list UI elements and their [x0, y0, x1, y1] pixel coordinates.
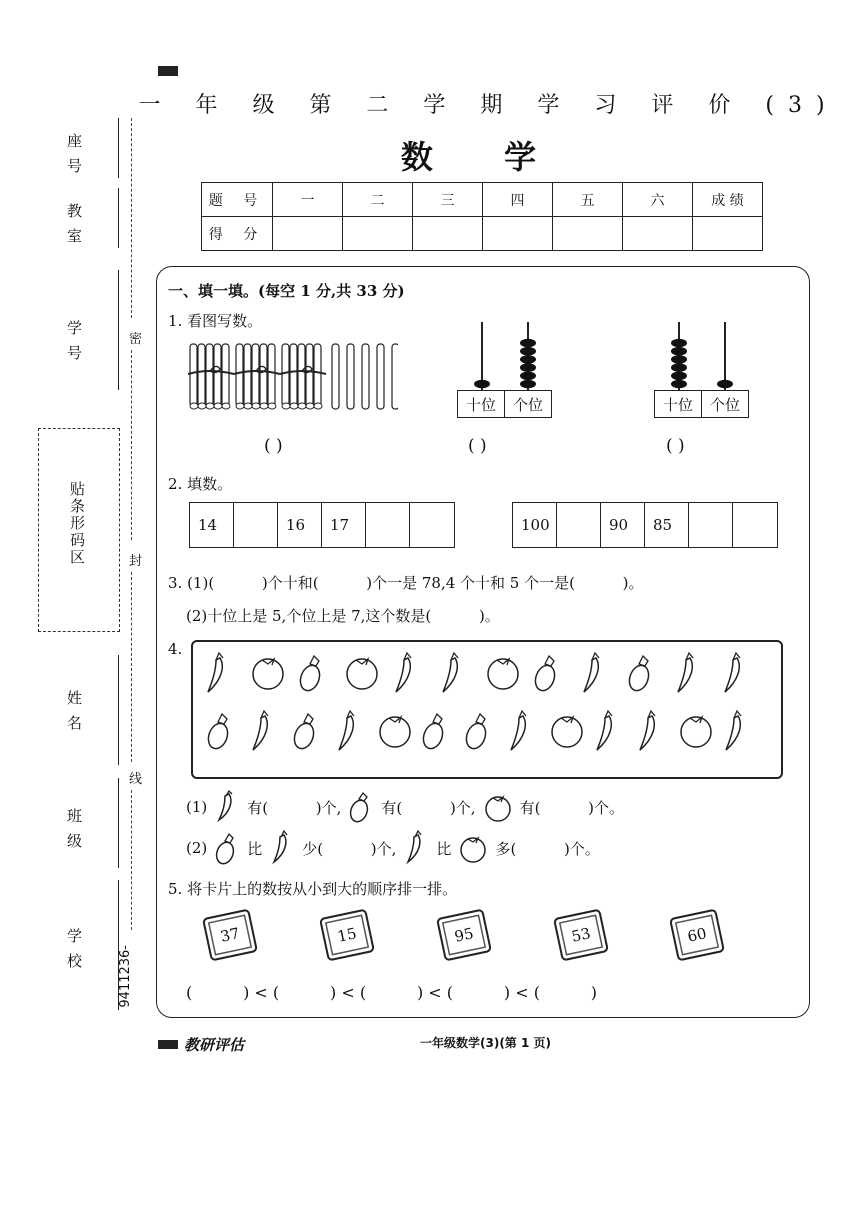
number-card: 60	[669, 908, 725, 961]
abacus-bead	[671, 363, 687, 372]
class-label: 班级	[65, 808, 83, 858]
footer-mark	[158, 1040, 178, 1049]
question-4: 4.	[168, 640, 183, 658]
eggplant-icon	[420, 714, 446, 751]
corner-mark	[158, 66, 178, 76]
sequence-cell[interactable]	[410, 503, 454, 547]
score-field[interactable]	[483, 217, 553, 251]
number-card: 53	[553, 908, 609, 961]
barcode-area-label: 贴条形码区	[68, 481, 86, 566]
question-3-part-1: 3. (1)( )个十和( )个一是 78,4 个十和 5 个一是( )。	[168, 574, 644, 592]
score-field[interactable]	[693, 217, 763, 251]
abacus-2	[655, 322, 749, 390]
chili-pepper-icon	[402, 830, 430, 866]
ordering-answer-line[interactable]: ( ) < ( ) < ( ) < ( ) < ( )	[186, 983, 598, 1002]
score-field[interactable]	[343, 217, 413, 251]
tomato-icon	[347, 659, 377, 689]
eggplant-icon	[463, 714, 489, 751]
chili-pepper-icon	[511, 711, 526, 750]
tomato-icon	[552, 717, 582, 747]
seal-feng: 封	[129, 554, 143, 569]
answer-blank[interactable]: ( )	[264, 436, 283, 456]
table-cell: 五	[553, 183, 623, 217]
eggplant-icon	[297, 656, 323, 693]
chili-pepper-icon	[268, 830, 296, 866]
abacus-bead	[671, 355, 687, 364]
abacus-bead	[520, 339, 536, 348]
table-cell: 一	[273, 183, 343, 217]
score-field[interactable]	[623, 217, 693, 251]
tomato-icon	[457, 832, 489, 864]
sequence-cell[interactable]	[733, 503, 777, 547]
single-stick	[392, 344, 398, 409]
classroom-label: 教室	[65, 203, 83, 253]
question-5: 5. 将卡片上的数按从小到大的顺序排一排。	[168, 880, 458, 898]
question-4-part-1: (1) 有( )个, 有( )个, 有( )个。	[186, 790, 624, 824]
tens-place-label: 十位	[655, 391, 702, 417]
sequence-cell: 16	[278, 503, 322, 547]
abacus-bead	[520, 355, 536, 364]
name-label: 姓名	[65, 690, 83, 740]
vegetables-illustration	[200, 648, 770, 770]
single-stick	[362, 344, 369, 409]
abacus-bead	[717, 380, 733, 389]
answer-blank[interactable]: ( )	[468, 436, 487, 456]
sequence-cell[interactable]	[366, 503, 410, 547]
sequence-cell[interactable]	[557, 503, 601, 547]
chili-pepper-icon	[597, 711, 612, 750]
paper-code: 9411236-	[118, 945, 133, 1008]
number-card: 15	[319, 908, 375, 961]
chili-pepper-icon	[339, 711, 354, 750]
eggplant-icon	[205, 714, 231, 751]
tomato-icon	[681, 717, 711, 747]
table-cell: 六	[623, 183, 693, 217]
sequence-cell: 90	[601, 503, 645, 547]
abacus-bead	[474, 380, 490, 389]
chili-pepper-icon	[726, 711, 741, 750]
section-heading: 一、填一填。(每空 1 分,共 33 分)	[168, 282, 405, 300]
sequence-cell[interactable]	[234, 503, 278, 547]
score-field[interactable]	[553, 217, 623, 251]
number-card: 37	[202, 908, 258, 961]
ones-place-label: 个位	[709, 395, 740, 414]
sequence-cell[interactable]	[689, 503, 733, 547]
table-cell: 得 分	[202, 217, 273, 251]
abacus-1	[458, 322, 552, 390]
chili-pepper-icon	[253, 711, 268, 750]
seal-mi: 密	[129, 332, 143, 347]
tomato-icon	[488, 659, 518, 689]
chili-pepper-icon	[443, 653, 458, 692]
table-cell: 成 绩	[693, 183, 763, 217]
abacus-bead	[520, 380, 536, 389]
question-4-part-2: (2) 比 少( )个, 比 多( )个。	[186, 830, 600, 866]
number-sequence-2	[512, 502, 778, 548]
tomato-icon	[482, 791, 514, 823]
abacus-bead	[520, 347, 536, 356]
eggplant-icon	[291, 714, 317, 751]
table-row	[202, 183, 763, 217]
eggplant-icon	[347, 790, 375, 824]
footer-brand: 教研评估	[184, 1036, 245, 1054]
tomato-icon	[380, 717, 410, 747]
question-1: 1. 看图写数。	[168, 312, 263, 330]
chili-pepper-icon	[678, 653, 693, 692]
number-sequence-1	[189, 502, 455, 548]
student-no-label: 学号	[65, 320, 83, 370]
sequence-cell: 17	[322, 503, 366, 547]
stick-bundle	[188, 344, 234, 409]
score-field[interactable]	[273, 217, 343, 251]
sequence-cell: 14	[190, 503, 234, 547]
number-card: 95	[436, 908, 492, 961]
exam-title: 一 年 级 第 二 学 期 学 习 评 价 (3)	[138, 93, 839, 118]
seat-no-label: 座号	[65, 133, 83, 183]
question-2: 2. 填数。	[168, 475, 233, 493]
chili-pepper-icon	[725, 653, 740, 692]
table-row	[202, 217, 763, 251]
tomato-icon	[253, 659, 283, 689]
sequence-cell: 100	[513, 503, 557, 547]
eggplant-icon	[213, 830, 241, 866]
chili-pepper-icon	[396, 653, 411, 692]
question-3-part-2: (2)十位上是 5,个位上是 7,这个数是( )。	[186, 607, 500, 625]
barcode-area	[38, 428, 120, 632]
abacus-1-place-labels	[457, 390, 552, 418]
abacus-bead	[520, 372, 536, 381]
table-cell: 三	[413, 183, 483, 217]
school-label: 学校	[65, 928, 83, 978]
chili-pepper-icon	[640, 711, 655, 750]
chili-pepper-icon	[208, 653, 223, 692]
single-stick	[332, 344, 339, 409]
ones-place-label: 个位	[512, 395, 543, 414]
footer-page-number: 一年级数学(3)(第 1 页)	[420, 1036, 551, 1050]
single-stick	[377, 344, 384, 409]
abacus-bead	[520, 363, 536, 372]
abacus-2-place-labels	[654, 390, 749, 418]
abacus-bead	[671, 372, 687, 381]
eggplant-icon	[532, 656, 558, 693]
eggplant-icon	[626, 656, 652, 693]
abacus-bead	[671, 347, 687, 356]
score-table	[201, 182, 763, 251]
chili-pepper-icon	[584, 653, 599, 692]
stick-bundles-illustration	[188, 340, 398, 415]
answer-blank[interactable]: ( )	[666, 436, 685, 456]
seal-xian: 线	[129, 772, 143, 787]
tens-place-label: 十位	[458, 391, 505, 417]
abacus-bead	[671, 339, 687, 348]
table-cell: 四	[483, 183, 553, 217]
stick-bundle	[280, 344, 326, 409]
score-field[interactable]	[413, 217, 483, 251]
chili-pepper-icon	[213, 790, 241, 824]
subject-title: 数 学	[400, 138, 567, 176]
single-stick	[347, 344, 354, 409]
table-cell: 题 号	[202, 183, 273, 217]
abacus-bead	[671, 380, 687, 389]
table-cell: 二	[343, 183, 413, 217]
stick-bundle	[234, 344, 280, 409]
sequence-cell: 85	[645, 503, 689, 547]
